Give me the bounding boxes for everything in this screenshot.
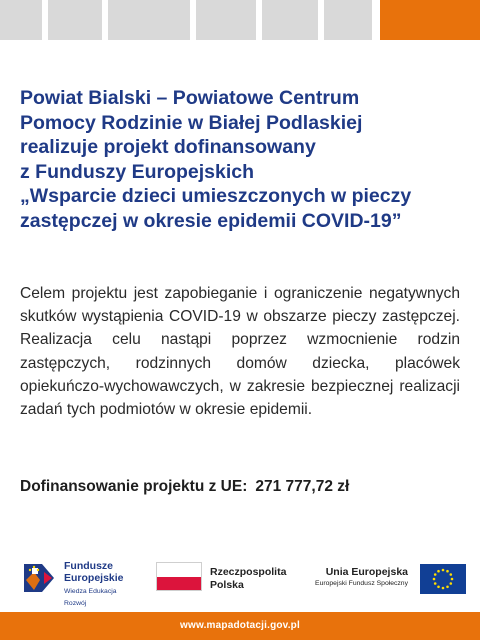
footer-url-link[interactable]: www.mapadotacji.gov.pl — [180, 620, 300, 631]
rzeczpospolita-polska-logo — [156, 552, 296, 604]
grey-bar — [262, 0, 318, 40]
title-line: „Wsparcie dzieci umieszczonych w pieczy — [20, 185, 412, 208]
eu-fund: Europejski Fundusz Społeczny — [315, 580, 408, 587]
funding-amount: 271 777,72 zł — [255, 478, 350, 495]
grey-bar — [48, 0, 102, 40]
grey-bar — [0, 0, 42, 40]
logo-strip — [0, 552, 480, 612]
fe-program: Wiedza Edukacja Rozwój — [64, 588, 117, 607]
title-line: realizuje projekt dofinansowany — [20, 136, 316, 159]
footer-bar — [0, 612, 480, 640]
project-description: Celem projektu jest zapobieganie i ograniczenie negatywnych skutków wystąpienia COVID-19 w obszarze pieczy zastępczej. Realizacja celu nastąpi poprzez wzmocnienie rodzin zastępczych, rodzinnych domów dziecka, placówek opiekuńczo-wychowawczych, w zakresie bezpiecznej realizacji zadań tych podmiotów w okresie epidemii. — [20, 285, 460, 419]
title-line: Pomocy Rodzinie w Białej Podlaskiej — [20, 111, 363, 134]
fundusze-europejskie-logo — [20, 552, 140, 607]
fe-line2: Europejskie — [64, 572, 124, 584]
fe-line1: Fundusze — [64, 560, 113, 572]
grey-bar — [108, 0, 190, 40]
grey-bar — [324, 0, 372, 40]
fundusze-europejskie-text — [64, 560, 140, 610]
title-line: zastępczej w okresie epidemii COVID-19” — [20, 209, 402, 232]
title-line: Powiat Bialski – Powiatowe Centrum — [20, 87, 360, 109]
eu-name: Unia Europejska — [325, 566, 408, 578]
polish-flag-icon — [156, 562, 202, 591]
title-line: z Funduszy Europejskich — [20, 160, 255, 183]
unia-europejska-text — [315, 566, 408, 587]
funding-label: Dofinansowanie projektu z UE: — [20, 478, 248, 495]
funding-line — [20, 478, 349, 496]
fundusze-europejskie-icon — [20, 560, 58, 596]
pl-line1: Rzeczpospolita — [210, 566, 287, 578]
pl-line2: Polska — [210, 578, 244, 591]
top-decorative-bars — [0, 0, 480, 40]
rzeczpospolita-polska-text — [210, 566, 286, 591]
eu-flag-icon — [420, 564, 466, 594]
grey-bar — [196, 0, 256, 40]
project-title — [20, 86, 460, 234]
orange-bar — [380, 0, 480, 40]
unia-europejska-logo — [316, 552, 466, 604]
